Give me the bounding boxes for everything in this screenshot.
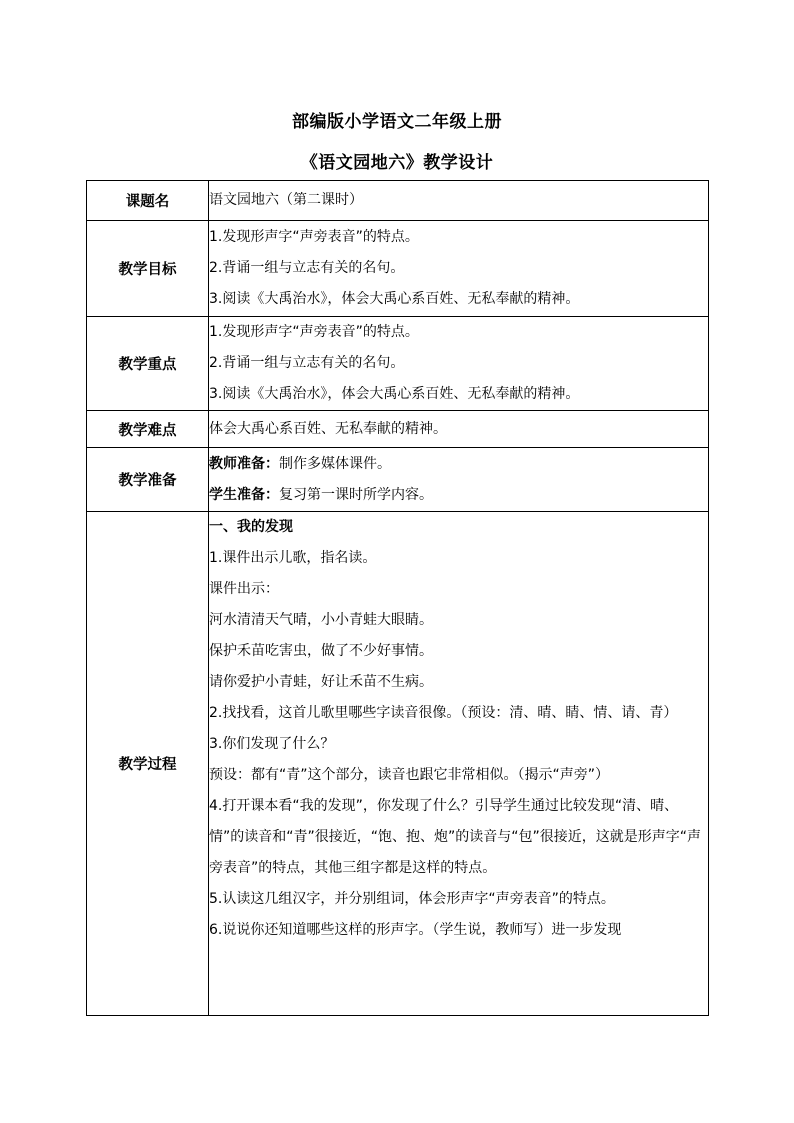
process-content [209, 512, 708, 1015]
difficulty-label: 教学难点 [87, 411, 209, 448]
objective-item: 2.背诵一组与立志有关的名句。 [209, 260, 405, 276]
process-line: 3.你们发现了什么？ [209, 736, 335, 752]
key-point-item: 2.背诵一组与立志有关的名句。 [209, 355, 405, 371]
table-row-preparation [87, 448, 709, 512]
process-line: 课件出示： [209, 581, 279, 597]
difficulty-value: 体会大禹心系百姓、无私奉献的精神。 [209, 420, 447, 437]
process-line: 1.课件出示儿歌，指名读。 [209, 550, 377, 566]
key-points-label: 教学重点 [87, 317, 209, 411]
process-line: 6.说说你还知道哪些这样的形声字。（学生说，教师写）进一步发现 [209, 922, 622, 938]
student-prep-label: 学生准备： [209, 486, 279, 503]
process-label: 教学过程 [87, 512, 209, 1016]
teacher-prep-value: 制作多媒体课件。 [279, 455, 391, 472]
table-row-process [87, 512, 709, 1016]
student-prep-value: 复习第一课时所学内容。 [279, 486, 433, 503]
topic-value: 语文园地六（第二课时） [209, 192, 363, 208]
lesson-plan-table [86, 180, 709, 1016]
table-row-objectives [87, 221, 709, 317]
document-title-line1: 部编版小学语文二年级上册 [292, 112, 502, 132]
key-point-item: 1.发现形声字“声旁表音”的特点。 [209, 324, 419, 340]
process-heading: 一、我的发现 [209, 519, 293, 535]
key-point-item: 3.阅读《大禹治水》，体会大禹心系百姓、无私奉献的精神。 [209, 386, 580, 402]
process-line: 请你爱护小青蛙，好让禾苗不生病。 [209, 674, 433, 690]
table-row-topic [87, 181, 709, 221]
topic-label: 课题名 [87, 181, 209, 221]
process-line: 保护禾苗吃害虫，做了不少好事情。 [209, 643, 433, 659]
process-line: 2.找找看，这首儿歌里哪些字读音很像。（预设：清、晴、睛、情、请、青） [209, 705, 678, 721]
process-line: 4.打开课本看“我的发现”，你发现了什么？引导学生通过比较发现“清、晴、情”的读音和“青”很接近，“饱、抱、炮”的读音与“包”很接近，这就是形声字“声旁表音”的特点，其他三组字都是这样的特点。 [209, 798, 702, 876]
objective-item: 3.阅读《大禹治水》，体会大禹心系百姓、无私奉献的精神。 [209, 291, 580, 307]
objective-item: 1.发现形声字“声旁表音”的特点。 [209, 229, 419, 245]
process-line: 5.认读这几组汉字，并分别组词，体会形声字“声旁表音”的特点。 [209, 891, 615, 907]
process-line: 预设：都有“青”这个部分，读音也跟它非常相似。（揭示“声旁”） [209, 767, 610, 783]
preparation-label: 教学准备 [87, 448, 209, 512]
table-row-difficulty [87, 411, 709, 448]
document-title-line2: 《语文园地六》教学设计 [300, 153, 494, 173]
objectives-label: 教学目标 [87, 221, 209, 317]
table-row-key-points [87, 317, 709, 411]
teacher-prep-label: 教师准备： [209, 455, 279, 472]
process-line: 河水清清天气晴，小小青蛙大眼睛。 [209, 612, 433, 628]
